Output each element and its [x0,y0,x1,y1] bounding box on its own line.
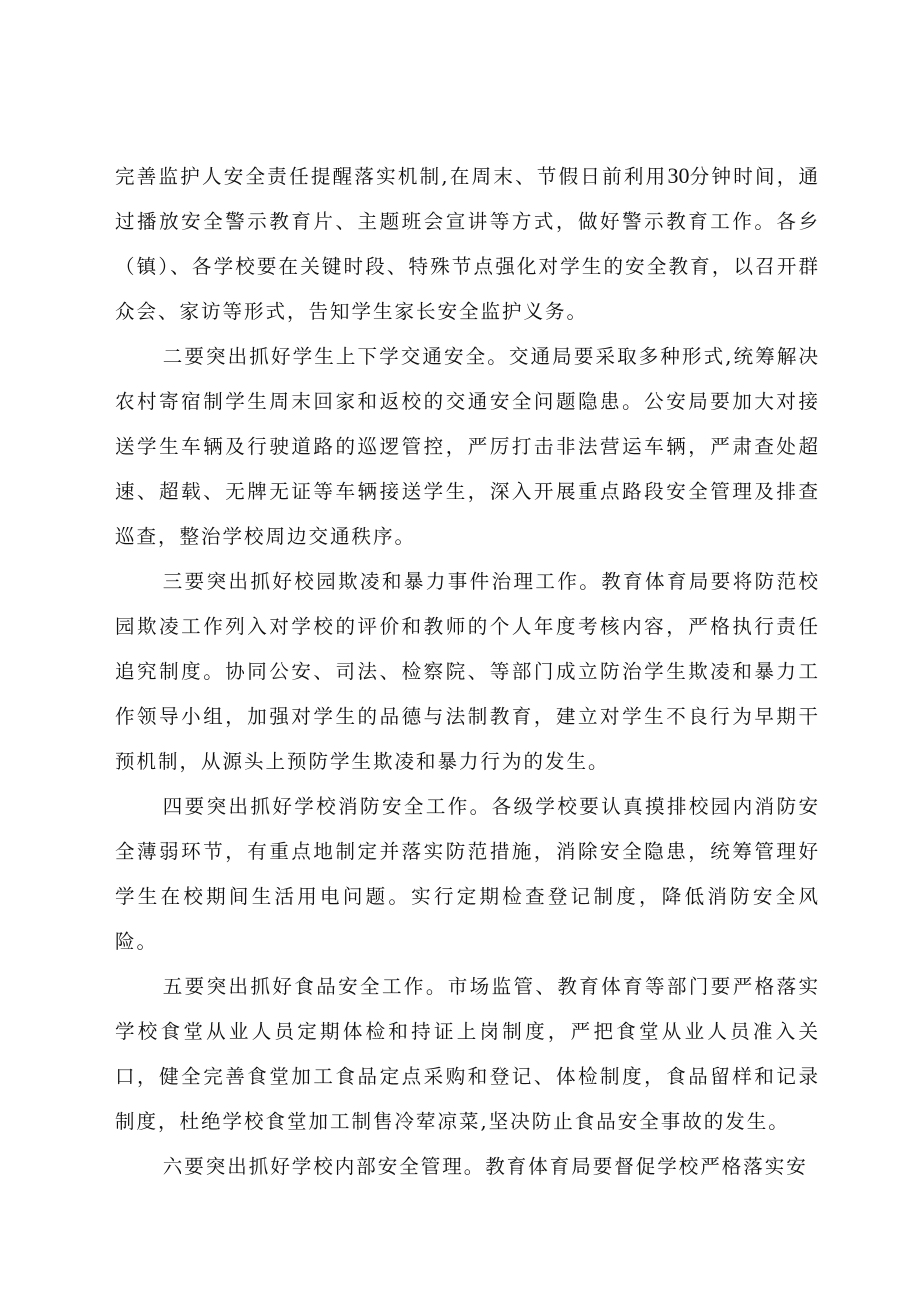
paragraph-fire-safety [115,784,820,964]
paragraph-text: 四要突出抓好学校消防安全工作。各级学校要认真摸排校园内消防安全薄弱环节，有重点地制定并落实防范措施，消除安全隐患，统筹管理好学生在校期间生活用电问题。实行定期检查登记制度，降低消防安全风险。 [115,795,820,953]
paragraph-text: 二要突出抓好学生上下学交通安全。交通局要采取多种形式,统筹解决农村寄宿制学生周末回家和返校的交通安全问题隐患。公安局要加大对接送学生车辆及行驶道路的巡逻管控，严厉打击非法营运车辆，严肃查处超速、超载、无牌无证等车辆接送学生，深入开展重点路段安全管理及排查巡查，整治学校周边交通秩序。 [115,345,820,548]
paragraph-guardian-responsibility [115,153,820,334]
paragraph-traffic-safety [115,334,820,559]
paragraph-internal-security [115,1144,820,1189]
paragraph-text: 分钟时间，通过播放安全警示教育片、主题班会宣讲等方式，做好警示教育工作。各乡（镇）、各学校要在关键时段、特殊节点强化对学生的安全教育，以召开群众会、家访等形式，告知学生家长安全监护义务。 [115,165,820,323]
paragraph-text: 六要突出抓好学校内部安全管理。教育体育局要督促学校严格落实安 [162,1155,808,1178]
document-body [115,153,820,1189]
paragraph-text: 完善监护人安全责任提醒落实机制,在周末、节假日前利用 [115,165,668,188]
paragraph-text: 三要突出抓好校园欺凌和暴力事件治理工作。教育体育局要将防范校园欺凌工作列入对学校的评价和教师的个人年度考核内容，严格执行责任追究制度。协同公安、司法、检察院、等部门成立防治学生欺凌和暴力工作领导小组，加强对学生的品德与法制教育，建立对学生不良行为早期干预机制，从源头上预防学生欺凌和暴力行为的发生。 [115,570,820,773]
paragraph-bullying-prevention [115,559,820,784]
paragraph-food-safety [115,964,820,1144]
minutes-number: 30 [667,163,690,188]
paragraph-text: 五要突出抓好食品安全工作。市场监管、教育体育等部门要严格落实学校食堂从业人员定期体检和持证上岗制度，严把食堂从业人员准入关口，健全完善食堂加工食品定点采购和登记、体检制度，食品留样和记录制度，杜绝学校食堂加工制售冷荤凉菜,坚决防止食品安全事故的发生。 [115,975,820,1133]
